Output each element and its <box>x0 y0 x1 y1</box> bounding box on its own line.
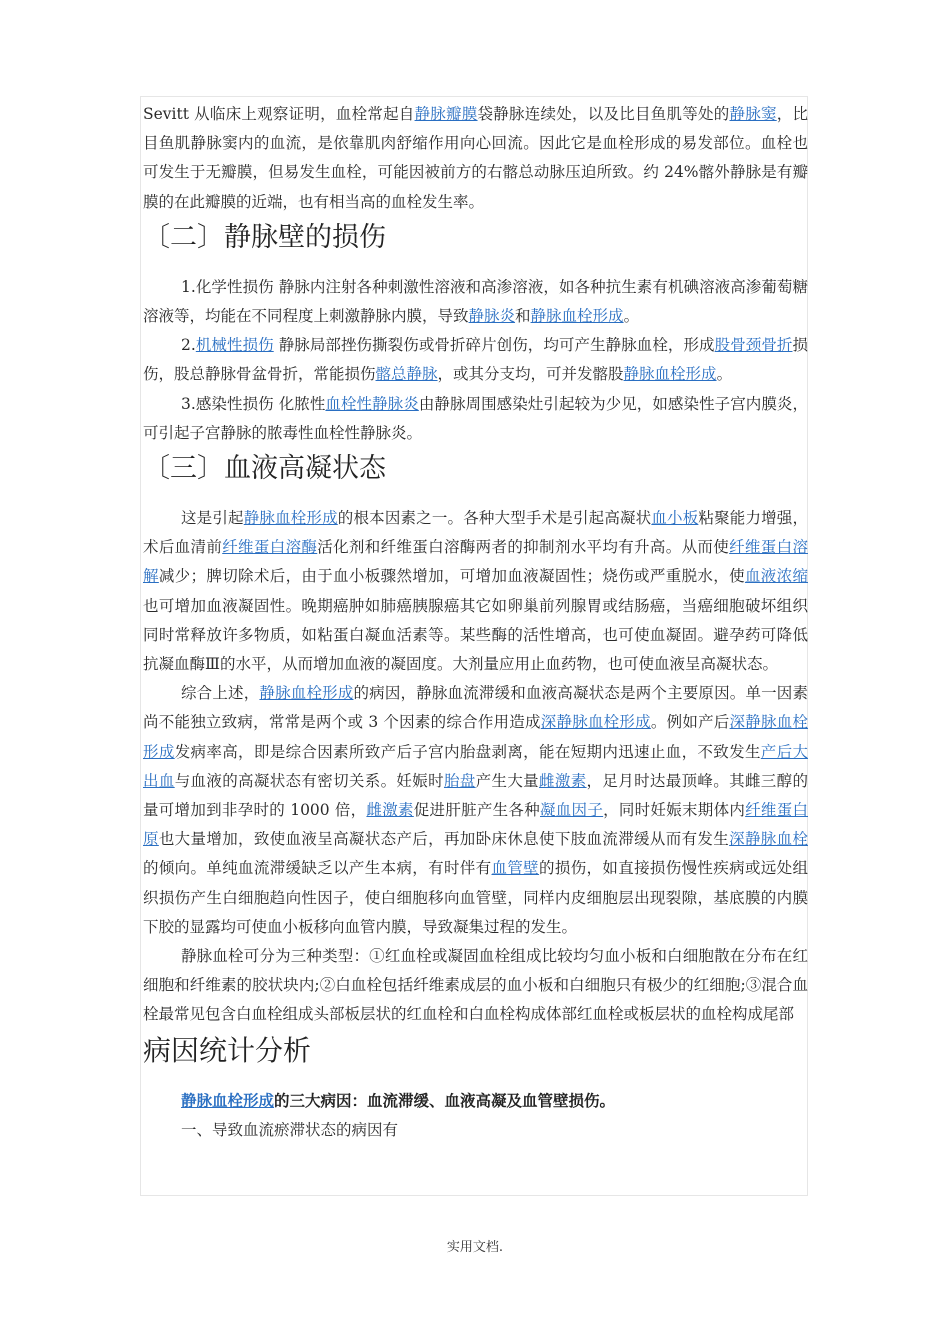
text-run: 促进肝脏产生各种 <box>413 801 540 820</box>
term-link[interactable]: 深静脉血栓 <box>729 830 808 849</box>
term-link[interactable]: 纤维蛋白溶酶 <box>222 538 318 557</box>
text-run: 也可增加血液凝固性。晚期癌肿如肺癌胰腺癌其它如卵巢前列腺胃或结肠癌，当癌细胞破坏组织同时常释放许多物质，如粘蛋白凝血活素等。某些酶的活性增高，也可使血凝固。避孕药可降低抗凝血酶Ⅲ的水平，从而增加血液的凝固度。大剂量应用止血药物，也可使血液呈高凝状态。 <box>143 596 808 674</box>
term-link[interactable]: 静脉血栓形成 <box>181 1090 275 1110</box>
term-link[interactable]: 股骨颈骨折 <box>714 336 793 355</box>
term-link[interactable]: 静脉窦 <box>729 105 777 123</box>
text-run: 减少；脾切除术后，由于血小板骤然增加，可增加血液凝固性；烧伤或严重脱水，使 <box>158 567 745 586</box>
section-heading-vein-wall-injury: 〔二〕静脉壁的损伤 <box>143 221 386 253</box>
term-link[interactable]: 胎盘 <box>443 771 476 790</box>
term-link[interactable]: 深静脉血栓形成 <box>143 713 808 761</box>
paragraph-valve-sinus <box>143 100 808 217</box>
document-body <box>143 100 808 1145</box>
text-run: 和 <box>515 307 531 326</box>
text-run: 。 <box>716 365 733 384</box>
text-run: 3.感染性损伤 化脓性 <box>181 394 326 413</box>
section-heading-hypercoagulable-state: 〔三〕血液高凝状态 <box>143 453 386 485</box>
text-run: 活化剂和纤维蛋白溶酶两者的抑制剂水平均有升高。从而使 <box>317 538 730 557</box>
term-link[interactable]: 血管壁 <box>491 859 540 878</box>
term-link[interactable]: 机械性损伤 <box>195 336 274 355</box>
text-run: 的损伤，如直接损伤慢性疾病或远处组织损伤产生白细胞趋向性因子，使白细胞移向血管壁，同样内皮细胞层出现裂隙，基底膜的内膜下胶的显露均可使血小板移向血管内膜，导致凝集过程的发生。 <box>143 859 808 936</box>
term-link[interactable]: 产后大出血 <box>143 742 808 790</box>
text-run: 由静脉周围感染灶引起较为少见，如感染性子宫内膜炎，可引起子宫静脉的脓毒性血栓性静脉炎。 <box>143 394 808 442</box>
text-run: 的倾向。单纯血流滞缓缺乏以产生本病，有时伴有 <box>143 859 492 878</box>
term-link[interactable]: 髂总静脉 <box>375 365 438 384</box>
text-run: 的根本因素之一。各种大型手术是引起高凝状 <box>337 509 652 528</box>
paragraph-thrombus-types <box>143 942 808 1030</box>
term-link[interactable]: 纤维蛋白溶解 <box>143 538 808 586</box>
text-run: 产生大量 <box>475 771 540 790</box>
term-link[interactable]: 血栓性静脉炎 <box>325 394 419 413</box>
text-run: ，或其分支均，可并发髂股 <box>437 365 624 384</box>
paragraph-hypercoagulable-causes <box>143 504 808 679</box>
term-link[interactable]: 静脉血栓形成 <box>530 307 624 326</box>
text-run: 的三大病因：血流滞缓、血液高凝及血管壁损伤。 <box>274 1090 616 1110</box>
paragraph-summary <box>143 679 808 942</box>
term-link[interactable]: 静脉血栓形成 <box>623 365 717 384</box>
term-link[interactable]: 雌激素 <box>539 771 587 790</box>
text-run: 损伤，股总静脉骨盆骨折，常能损伤 <box>143 336 808 384</box>
text-run: ，同时妊娠末期体内 <box>603 801 746 820</box>
section-heading-etiology-statistics: 病因统计分析 <box>143 1033 312 1067</box>
term-link[interactable]: 血液浓缩 <box>744 567 808 586</box>
term-link[interactable]: 雌激素 <box>366 801 414 820</box>
term-link[interactable]: 静脉瓣膜 <box>414 105 478 123</box>
term-link[interactable]: 血小板 <box>651 509 699 528</box>
paragraph-stasis-causes: 一、导致血流瘀滞状态的病因有 <box>181 1120 399 1139</box>
text-run: 这是引起 <box>181 509 244 528</box>
text-run: 与血液的高凝状态有密切关系。妊娠时 <box>174 771 444 790</box>
term-link[interactable]: 深静脉血栓形成 <box>540 713 651 732</box>
text-run: 综合上述， <box>181 684 260 703</box>
paragraph-chemical-injury <box>143 273 808 331</box>
term-link[interactable]: 静脉血栓形成 <box>243 509 338 528</box>
text-run: 静脉血栓可分为三种类型：①红血栓或凝固血栓组成比较均匀血小板和白细胞散在分布在红细胞和纤维素的胶状块内;②白血栓包括纤维素成层的血小板和白细胞只有极少的红细胞;③混合血栓最常见包含白血栓组成头部板层状的红血栓和白血栓构成体部红血栓或板层状的血栓构成尾部 <box>143 947 808 1024</box>
paragraph-infectious-injury <box>143 390 808 448</box>
text-run: 的病因，静脉血流滞缓和血液高凝状态是两个主要原因。单一因素尚不能独立致病，常常是两个或 3 个因素的综合作用造成 <box>143 684 808 732</box>
paragraph-three-causes <box>143 1086 808 1116</box>
text-run: Sevitt 从临床上观察证明，血栓常起自 <box>143 105 415 123</box>
text-run: 袋静脉连续处，以及比目鱼肌等处的 <box>477 105 730 123</box>
text-run: 2. <box>181 336 196 355</box>
paragraph-mechanical-injury <box>143 331 808 389</box>
text-run: 发病率高，即是综合因素所致产后子宫内胎盘剥离，能在短期内迅速止血，不致发生 <box>174 742 761 761</box>
term-link[interactable]: 静脉血栓形成 <box>259 684 354 703</box>
text-run: 粘聚能力增强，术后血清前 <box>143 509 808 557</box>
text-run: 。 <box>623 307 640 326</box>
term-link[interactable]: 静脉炎 <box>468 307 516 326</box>
text-run: 1.化学性损伤 静脉内注射各种刺激性溶液和高渗溶液，如各种抗生素有机碘溶液高渗葡萄糖溶液等，均能在不同程度上刺激静脉内膜，导致 <box>143 277 808 326</box>
text-run: 静脉局部挫伤撕裂伤或骨折碎片创伤，均可产生静脉血栓，形成 <box>273 336 715 355</box>
text-run: 。例如产后 <box>650 713 730 732</box>
text-run: ，足月时达最顶峰。其雌三醇的量可增加到非孕时的 1000 倍， <box>143 771 808 820</box>
text-run: ，比目鱼肌静脉窦内的血流，是依靠肌肉舒缩作用向心回流。因此它是血栓形成的易发部位。血栓也可发生于无瓣膜，但易发生血栓，可能因被前方的右髂总动脉压迫所致。约 24%髂外静脉是有瓣膜的在此瓣膜的近端，也有相当高的血栓发生率。 <box>143 105 808 211</box>
text-run: 也大量增加，致使血液呈高凝状态产后，再加卧床休息使下肢血流滞缓从而有发生 <box>158 830 730 849</box>
page-footer: 实用文档. <box>446 1240 504 1255</box>
term-link[interactable]: 纤维蛋白原 <box>143 801 808 849</box>
term-link[interactable]: 凝血因子 <box>540 801 604 820</box>
